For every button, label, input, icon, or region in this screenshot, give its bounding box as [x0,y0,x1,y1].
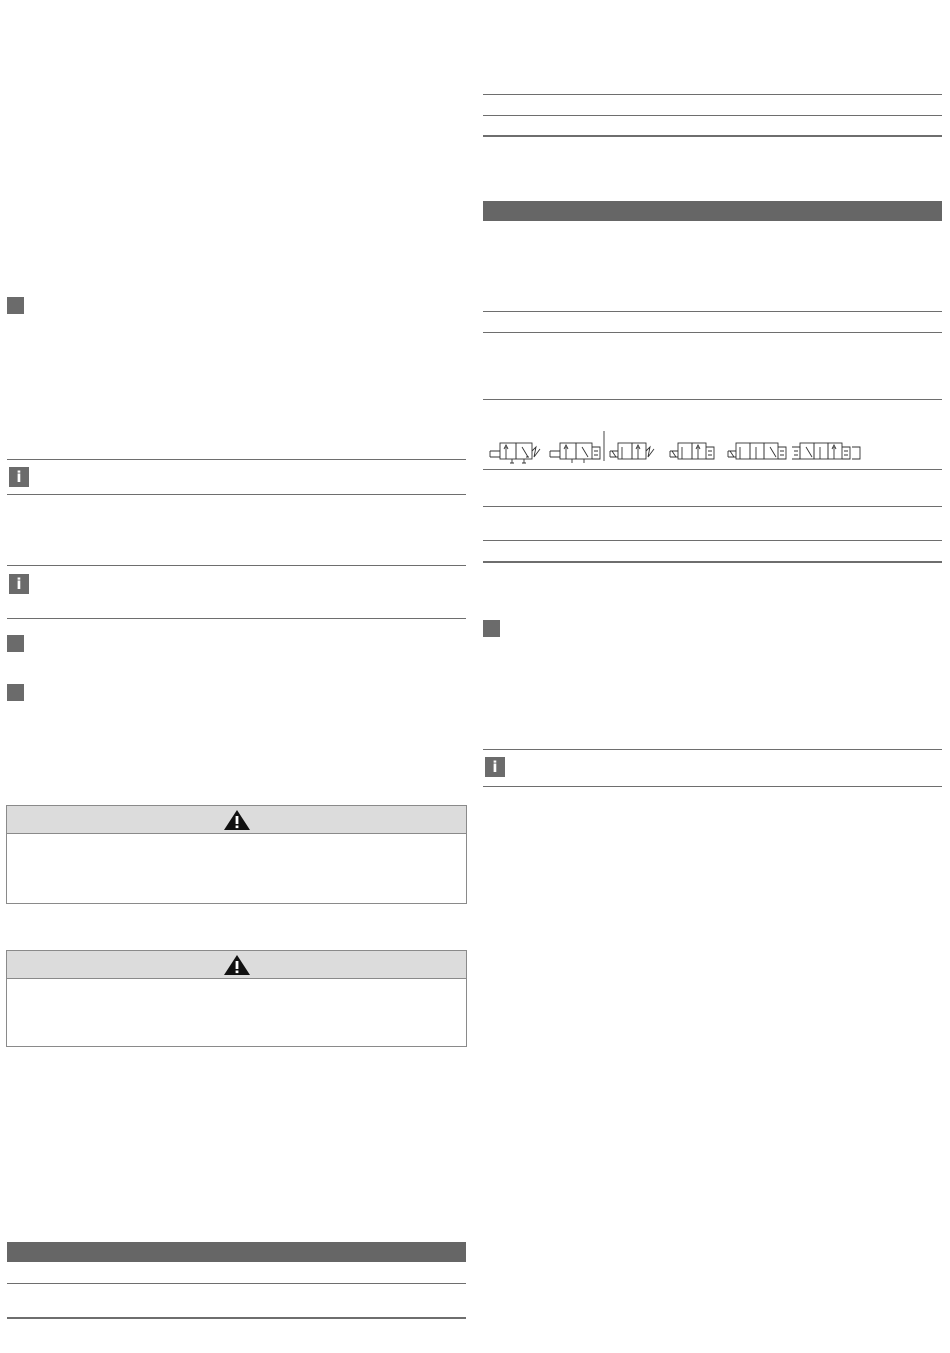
divider [483,786,942,787]
divider [483,749,942,750]
warning-header [7,806,466,834]
table-row-divider [483,469,942,470]
table-row-divider [483,399,942,400]
valve-symbol [490,443,540,463]
table-row-divider [483,94,942,95]
section-square-icon [7,635,24,652]
section-square-icon [483,620,500,637]
table-header-bar [483,201,942,221]
divider [7,565,466,566]
warning-triangle-icon [223,809,251,831]
warning-header [7,951,466,979]
table-row-divider [483,506,942,507]
section-square-icon [7,297,24,314]
table-bottom-rule [483,561,942,563]
divider [7,618,466,619]
info-icon: i [9,574,29,594]
table-row-divider [483,540,942,541]
warning-box [6,805,467,904]
warning-box [6,950,467,1047]
table-row-divider [483,115,942,116]
table-row-divider [7,1283,466,1284]
table-row-divider [483,311,942,312]
valve-symbol [610,443,654,459]
divider [7,459,466,460]
valve-circuit-symbols [488,427,868,465]
table-bottom-rule [7,1317,466,1319]
valve-symbol [728,443,786,459]
table-bottom-rule [483,135,942,137]
valve-symbol [550,443,600,463]
valve-symbol [670,443,714,459]
table-row-divider [483,332,942,333]
valve-symbol [792,443,860,459]
section-square-icon [7,684,24,701]
info-icon: i [485,757,505,777]
info-icon: i [9,467,29,487]
divider [7,494,466,495]
warning-triangle-icon [223,954,251,976]
table-header-bar [7,1242,466,1262]
